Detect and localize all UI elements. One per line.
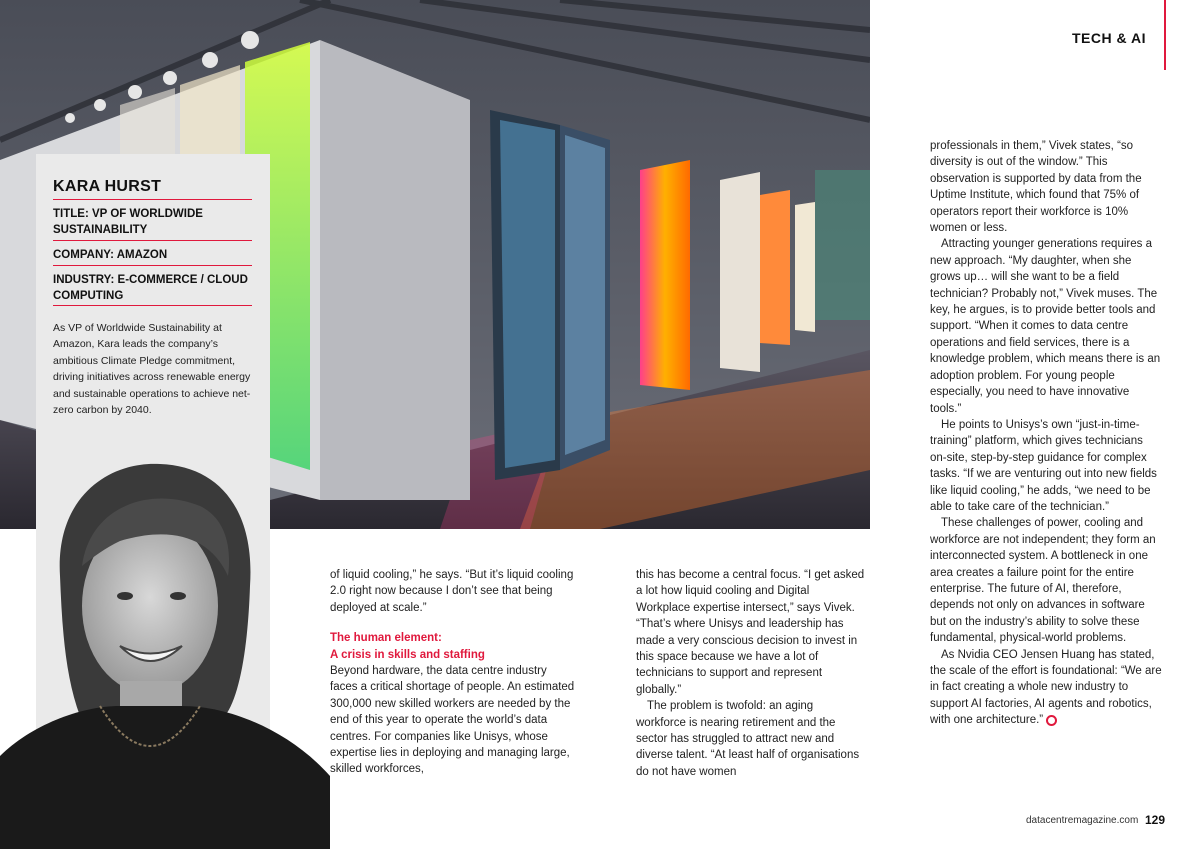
- profile-company-value: AMAZON: [116, 249, 168, 261]
- paragraph: professionals in them,” Vivek states, “so diversity is out of the window.” This observation is supported by data from the Uptime Institute, which found that 75% of operators report their workforce is 10% women or less.: [930, 140, 1142, 235]
- subheading: [330, 630, 575, 663]
- subheading-line-2: A crisis in skills and staffing: [330, 648, 485, 661]
- profile-bio: As VP of Worldwide Sustainability at Amazon, Kara leads the company’s ambitious Climate Pledge commitment, driving initiatives across renewable energy and sustainable operations to achieve net-zero carbon by 2040.: [53, 322, 251, 417]
- paragraph: Beyond hardware, the data centre industry faces a critical shortage of people. An estimated 300,000 new skilled workers are needed by the end of this year to operate the world’s data centres. For companies like Unisys, whose expertise lies in deploying and managing large, skilled workforces,: [330, 665, 575, 776]
- profile-name: KARA HURST: [53, 178, 162, 195]
- footer-url: datacentremagazine.com: [1026, 815, 1139, 826]
- profile-company: [53, 247, 253, 263]
- profile-industry-label: INDUSTRY:: [53, 274, 115, 286]
- paragraph-final: [930, 647, 1162, 729]
- page-number: 129: [1145, 813, 1166, 827]
- paragraph: These challenges of power, cooling and workforce are not independent; they form an interconnected system. A bottleneck in one area creates a failure point for the entire enterprise. The future of AI, therefore, depends not only on advances in software but on the industry’s ability to solve these fundamental, physical-world problems.: [930, 517, 1156, 645]
- profile-company-label: COMPANY:: [53, 249, 114, 261]
- divider: [53, 265, 252, 266]
- paragraph: He points to Unisys’s own “just-in-time-training” platform, which gives technicians on-site, step-by-step guidance for complex tasks. “If we are venturing out into new fields like liquid cooling,” he adds, “we need to be able to take care of the technician.”: [930, 418, 1157, 513]
- portrait-image: [0, 456, 330, 849]
- profile-title: [53, 206, 253, 238]
- section-divider: [1164, 0, 1166, 70]
- paragraph: Attracting younger generations requires a new approach. “My daughter, when she grows up… will she want to be a field technician? Probably not,” Vivek muses. The key, he argues, is to provide better tools and support. “When it comes to data centre operations and field services, there is a knowledge problem, which means there is an adoption problem. For young people especially, you need to have innovative tools.”: [930, 238, 1161, 415]
- divider: [53, 240, 252, 241]
- divider: [53, 199, 252, 200]
- article-column-3: [930, 138, 1162, 729]
- paragraph: The problem is twofold: an aging workforce is nearing retirement and the sector has struggled to attract new and diverse talent. “At least half of organisations do not have women: [636, 700, 860, 778]
- subheading-line-1: The human element:: [330, 632, 442, 645]
- end-mark-icon: [1046, 715, 1057, 726]
- profile-title-label: TITLE:: [53, 208, 89, 220]
- article-column-2: [636, 567, 866, 780]
- profile-title-value: VP OF WORLDWIDE SUSTAINABILITY: [53, 208, 203, 236]
- profile-industry-value: E-COMMERCE / CLOUD COMPUTING: [53, 274, 248, 302]
- paragraph-text: As Nvidia CEO Jensen Huang has stated, the scale of the effort is foundational: “We are in fact creating a whole new industry to support AI factories, AI agents and robotics, with one architecture.”: [930, 648, 1162, 727]
- profile-industry: [53, 272, 253, 304]
- paragraph: of liquid cooling,” he says. “But it’s liquid cooling 2.0 right now because I don’t see that being deployed at scale.”: [330, 569, 574, 614]
- paragraph: this has become a central focus. “I get asked a lot how liquid cooling and Digital Workplace expertise intersect,” says Vivek. “That’s where Unisys and leadership has made a very conscious decision to invest in this space because we have a lot of technicians to support and represent globally.”: [636, 569, 865, 696]
- section-tag: TECH & AI: [1072, 30, 1146, 46]
- divider: [53, 305, 252, 306]
- article-column-1: [330, 567, 575, 778]
